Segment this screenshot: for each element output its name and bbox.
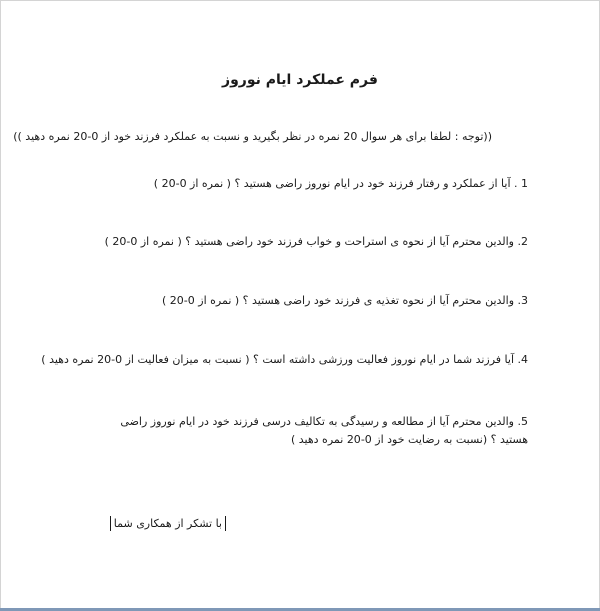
question-5: 5. والدین محترم آیا از مطالعه و رسیدگی به تکالیف درسی فرزند خود در ایام نوروز راضی هستید ؟ (نسبت به رضایت خود از 0-20 نمره دهید ) [120,415,528,446]
question-1: 1 . آیا از عملکرد و رفتار فرزند خود در ایام نوروز راضی هستید ؟ ( نمره از 0-20 ) [153,177,528,190]
instruction-note: ((توجه : لطفا برای هر سوال 20 نمره در نظر بگیرید و نسبت به عملکرد فرزند خود از 0-20 نمره دهید )) [13,130,492,143]
closing-thanks: با تشکر از همکاری شما [110,516,226,531]
form-title: فرم عملکرد ایام نوروز [222,72,378,88]
question-2: 2. والدین محترم آیا از نحوه ی استراحت و خواب فرزند خود راضی هستید ؟ ( نمره از 0-20 ) [104,235,528,248]
question-3: 3. والدین محترم آیا از نحوه تغذیه ی فرزند خود راضی هستید ؟ ( نمره از 0-20 ) [161,294,528,307]
question-4: 4. آیا فرزند شما در ایام نوروز فعالیت ورزشی داشته است ؟ ( نسبت به میزان فعالیت از 0-20 نمره دهید ) [41,353,528,366]
